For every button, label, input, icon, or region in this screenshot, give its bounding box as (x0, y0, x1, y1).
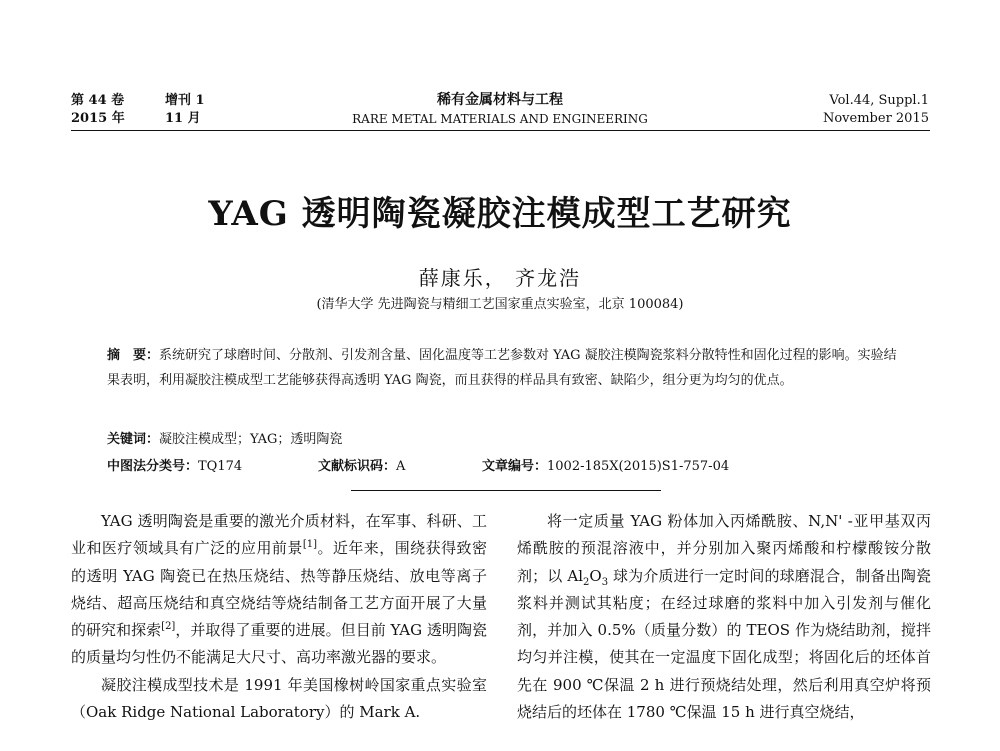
abstract-text: 系统研究了球磨时间、分散剂、引发剂含量、固化温度等工艺参数对 YAG 凝胶注模陶瓷浆料分散特性和固化过程的影响。实验结果表明，利用凝胶注模成型工艺能够获得高透明 YAG 陶瓷，而且获得的样品具有致密、缺陷少，组分更为均匀的优点。 (107, 348, 897, 388)
article-number: 文章编号：1002-185X(2015)S1-757-04 (482, 459, 730, 474)
paragraph: 将一定质量 YAG 粉体加入丙烯酰胺、N,N' -亚甲基双丙烯酰胺的预混溶液中，并分别加入聚丙烯酸和柠檬酸铵分散剂；以 $Al_2O_3$ 球为介质进行一定时间的球磨混合，制备出陶瓷浆料并测试其粘度；在经过球磨的浆料中加入引发剂与催化剂，并加入 0.5%（质量分数）的 TEOS 作为烧结助剂，搅拌均匀并注模，使其在一定温度下固化成型；将固化后的坯体首先在 900 ℃保温 2 h 进行预烧结处理，然后利用真空炉将预烧结后的坯体在 1780 ℃保温 15 h 进行真空烧结， (517, 512, 931, 722)
abstract (107, 343, 907, 393)
article-title: YAG 透明陶瓷凝胶注模成型工艺研究 (208, 194, 792, 234)
article-authors: 薛康乐， 齐龙浩 (418, 266, 582, 290)
citation-1: [1] (302, 539, 317, 551)
abstract-separator (351, 490, 661, 491)
journal-title-cn: 稀有金属材料与工程 (437, 92, 563, 108)
journal-title-en: RARE METAL MATERIALS AND ENGINEERING (352, 112, 648, 126)
citation-2: [2] (161, 621, 176, 633)
article-affiliation: (清华大学 先进陶瓷与精细工艺国家重点实验室，北京 100084) (316, 297, 684, 312)
keywords (107, 428, 342, 447)
keywords-label: 关键词： (107, 432, 160, 447)
header-month: 11 月 (165, 111, 201, 126)
header-volume-en: Vol.44, Suppl.1 (829, 93, 929, 108)
paragraph: YAG 透明陶瓷是重要的激光介质材料，在军事、科研、工业和医疗领域具有广泛的应用前景[1]。近年来，围绕获得致密的透明 YAG 陶瓷已在热压烧结、热等静压烧结、放电等离子烧结、超高压烧结和真空烧结等烧结制备工艺方面开展了大量的研究和探索[2]，并取得了重要的进展。但目前 YAG 透明陶瓷的质量均匀性仍不能满足大尺寸、高功率激光器的要求。 (71, 512, 487, 667)
header-rule (71, 130, 930, 131)
body-right-column (517, 508, 931, 726)
keywords-text: 凝胶注模成型；YAG；透明陶瓷 (159, 432, 343, 447)
header-supplement: 增刊 1 (165, 93, 205, 108)
document-code: 文献标识码：A (318, 459, 406, 474)
header-date-en: November 2015 (822, 111, 929, 126)
body-left-column (71, 508, 487, 726)
header-year: 2015 年 (71, 111, 125, 126)
header-volume: 第 44 卷 (71, 93, 125, 108)
paragraph: 凝胶注模成型技术是 1991 年美国橡树岭国家重点实验室（Oak Ridge National Laboratory）的 Mark A. (71, 675, 487, 722)
clc-number: 中图法分类号：TQ174 (107, 459, 243, 474)
abstract-label: 摘 要： (107, 348, 160, 363)
